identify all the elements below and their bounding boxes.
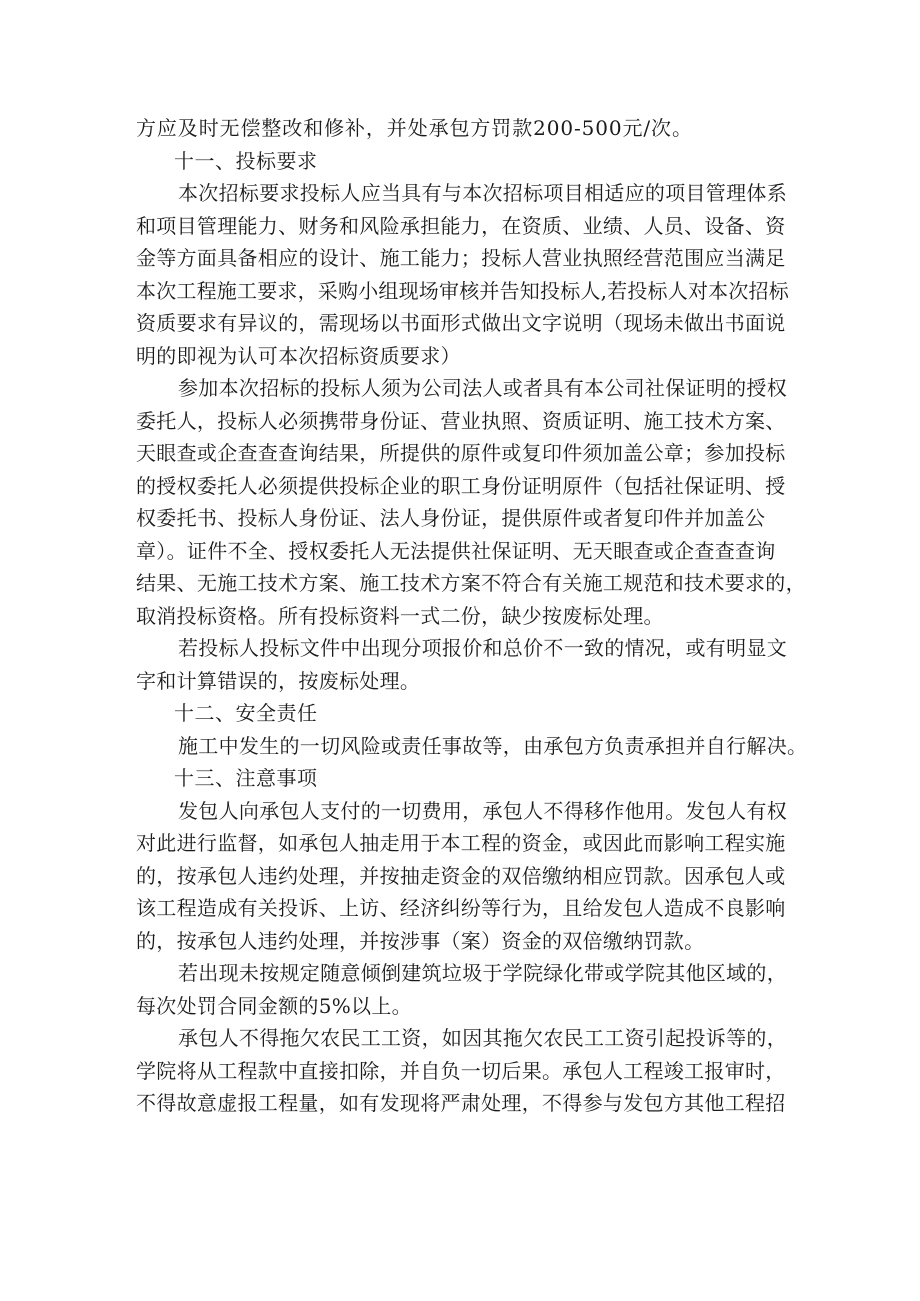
paragraph-line: 发包人向承包人支付的一切费用，承包人不得移作他用。发包人有权 [178, 798, 787, 823]
section-heading-13: 十三、注意事项 [174, 766, 318, 790]
paragraph-line: 本次工程施工要求，采购小组现场审核并告知投标人,若投标人对本次招标 [136, 278, 789, 303]
paragraph-line: 明的即视为认可本次招标资质要求） [136, 343, 461, 368]
paragraph-line: 取消投标资格。所有投标资料一式二份，缺少按废标处理。 [136, 603, 664, 628]
paragraph-line: 该工程造成有关投诉、上访、经济纠纷等行为，且给发包人造成不良影响 [136, 896, 786, 920]
paragraph-line: 参加本次招标的投标人须为公司法人或者具有本公司社保证明的授权 [178, 376, 787, 400]
paragraph-line: 若投标人投标文件中出现分项报价和总价不一致的情况，或有明显文 [178, 636, 787, 660]
paragraph-line: 权委托书、投标人身份证、法人身份证，提供原件或者复印件并加盖公 [136, 506, 766, 530]
paragraph-line: 本次招标要求投标人应当具有与本次招标项目相适应的项目管理体系 [178, 181, 787, 205]
paragraph-line: 每次处罚合同金额的5%以上。 [136, 993, 412, 1018]
paragraph-line: 承包人不得拖欠农民工工资，如因其拖欠农民工工资引起投诉等的， [178, 1026, 787, 1050]
paragraph-line: 学院将从工程款中直接扣除，并自负一切后果。承包人工程竣工报审时， [136, 1058, 786, 1083]
paragraph-line: 章）。证件不全、授权委托人无法提供社保证明、无天眼查或企查查查询 [136, 538, 776, 563]
paragraph-line: 的授权委托人必须提供投标企业的职工身份证明原件（包括社保证明、授 [136, 473, 786, 498]
paragraph-line: 资质要求有异议的，需现场以书面形式做出文字说明（现场未做出书面说 [136, 311, 786, 335]
paragraph-line: 施工中发生的一切风险或责任事故等，由承包方负责承担并自行解决。 [178, 733, 808, 758]
paragraph-line: 金等方面具备相应的设计、施工能力；投标人营业执照经营范围应当满足 [136, 246, 786, 270]
paragraph-line: 天眼查或企查查查询结果，所提供的原件或复印件须加盖公章；参加投标 [136, 441, 786, 465]
paragraph-line: 的，按承包人违约处理，并按抽走资金的双倍缴纳相应罚款。因承包人或 [136, 863, 786, 888]
paragraph-line: 方应及时无偿整改和修补，并处承包方罚款200-500元/次。 [136, 116, 693, 140]
paragraph-line: 结果、无施工技术方案、施工技术方案不符合有关施工规范和技术要求的， [136, 571, 806, 595]
document-page [136, 112, 808, 1120]
section-heading-12: 十二、安全责任 [174, 701, 318, 725]
paragraph-line: 委托人，投标人必须携带身份证、营业执照、资质证明、施工技术方案、 [136, 408, 786, 433]
paragraph-line: 不得故意虚报工程量，如有发现将严肃处理，不得参与发包方其他工程招 [136, 1091, 786, 1115]
paragraph-line: 对此进行监督，如承包人抽走用于本工程的资金，或因此而影响工程实施 [136, 831, 786, 855]
paragraph-line: 字和计算错误的，按废标处理。 [136, 668, 421, 693]
paragraph-line: 若出现未按规定随意倾倒建筑垃圾于学院绿化带或学院其他区域的， [178, 961, 787, 985]
paragraph-line: 的，按承包人违约处理，并按涉事（案）资金的双倍缴纳罚款。 [136, 928, 705, 953]
section-heading-11: 十一、投标要求 [174, 148, 318, 173]
paragraph-line: 和项目管理能力、财务和风险承担能力，在资质、业绩、人员、设备、资 [136, 213, 786, 238]
